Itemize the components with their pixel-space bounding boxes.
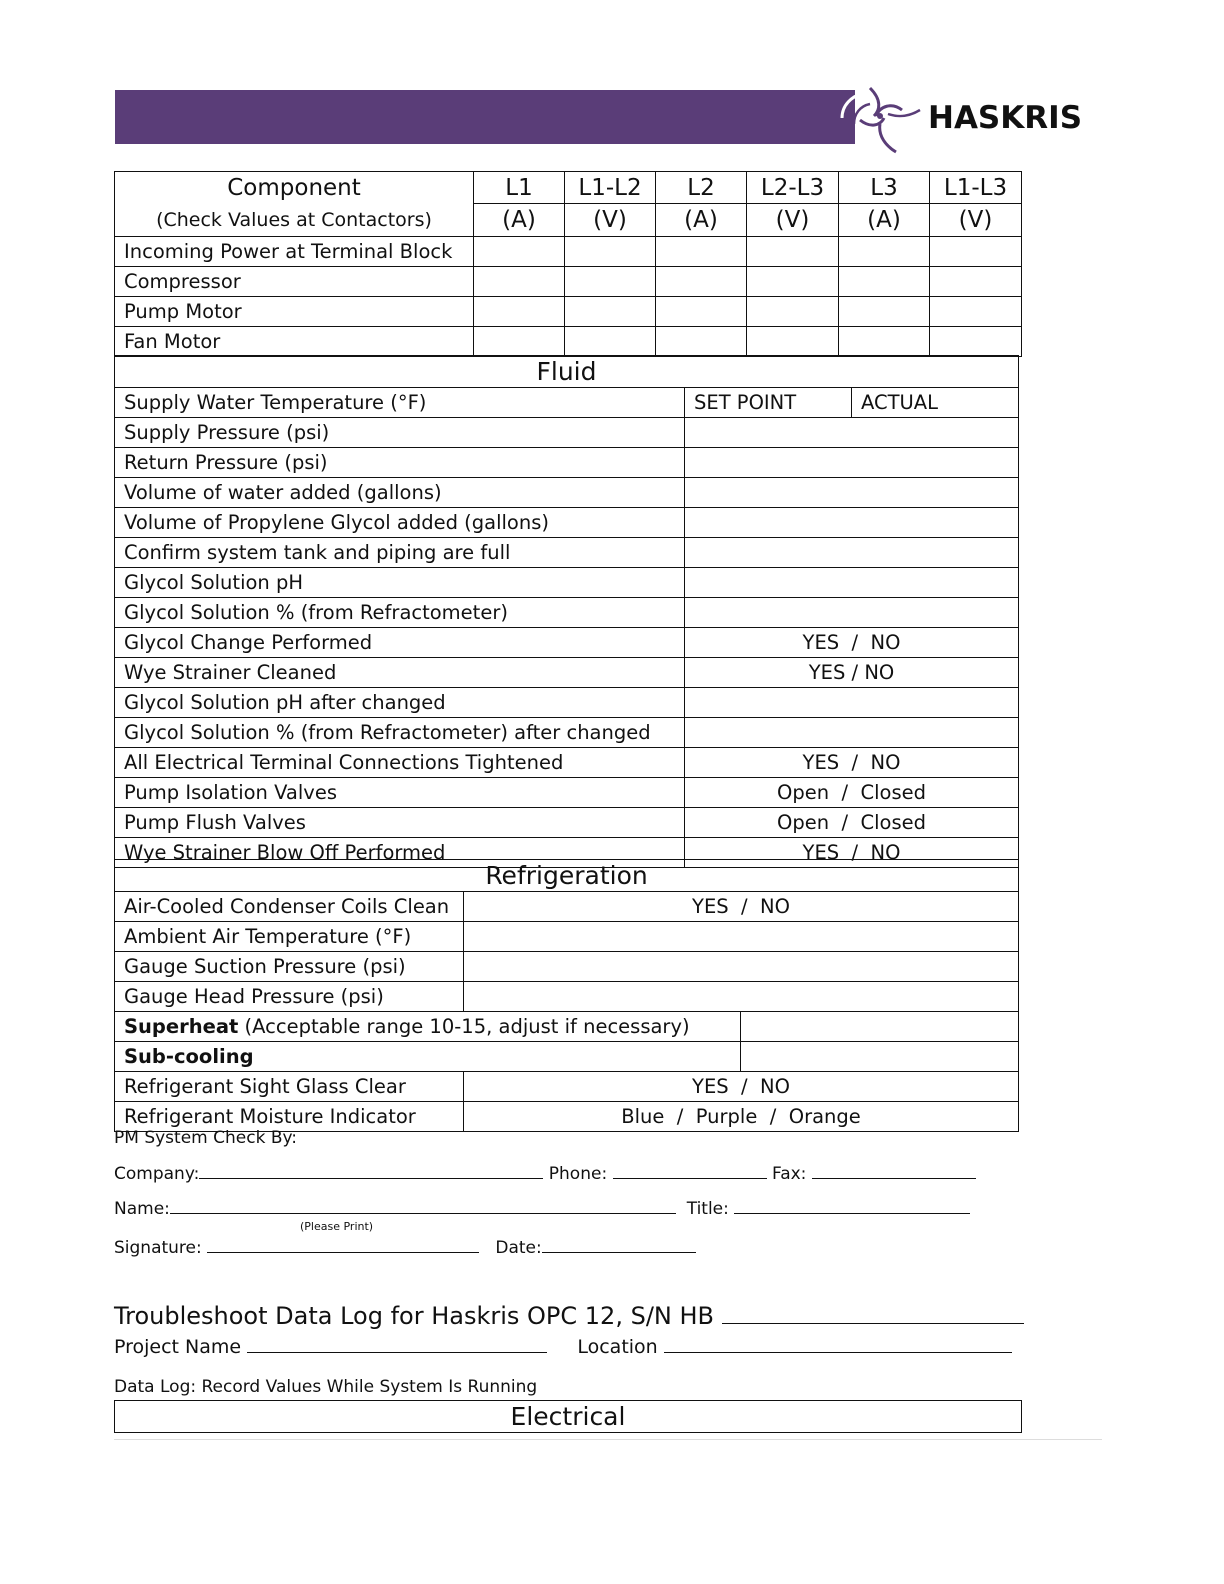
row-label: Glycol Solution % (from Refractometer) <box>115 598 685 628</box>
table-row <box>115 568 1019 598</box>
value-cell[interactable] <box>474 266 565 296</box>
value-cell[interactable] <box>656 266 747 296</box>
signature-row <box>114 1237 696 1258</box>
title-label: Title: <box>686 1199 729 1219</box>
row-label: Glycol Solution pH <box>115 568 685 598</box>
please-print-note: (Please Print) <box>300 1220 374 1233</box>
name-row <box>114 1198 970 1219</box>
table-row <box>115 1072 1019 1102</box>
value-cell[interactable] <box>565 266 656 296</box>
value-cell[interactable] <box>839 296 930 326</box>
value-cell[interactable] <box>685 418 1019 448</box>
table-row <box>115 628 1019 658</box>
actual-label: ACTUAL <box>852 388 1019 418</box>
table-row <box>115 658 1019 688</box>
row-label: All Electrical Terminal Connections Tightened <box>115 748 685 778</box>
value-cell[interactable] <box>930 326 1022 356</box>
col-l1: L1 <box>474 172 565 204</box>
row-label: Air-Cooled Condenser Coils Clean <box>115 892 464 922</box>
project-name-label: Project Name <box>114 1336 242 1358</box>
fax-label: Fax: <box>771 1164 807 1184</box>
value-cell[interactable] <box>464 952 1019 982</box>
value-cell[interactable] <box>747 236 839 266</box>
yes-no-choice[interactable]: YES / NO <box>464 892 1019 922</box>
value-cell[interactable] <box>656 326 747 356</box>
component-subheader: (Check Values at Contactors) <box>115 204 474 237</box>
col-l1-l2-unit: (V) <box>565 204 656 237</box>
value-cell[interactable] <box>839 266 930 296</box>
table-row <box>115 748 1019 778</box>
fluid-table <box>114 355 1019 868</box>
table-row <box>115 982 1019 1012</box>
col-l3: L3 <box>839 172 930 204</box>
row-label: Compressor <box>115 266 474 296</box>
table-row <box>115 1012 1019 1042</box>
value-cell[interactable] <box>685 568 1019 598</box>
date-field[interactable] <box>542 1237 696 1253</box>
divider <box>114 1439 1102 1440</box>
component-header: Component <box>115 172 474 204</box>
project-row <box>114 1336 1012 1358</box>
date-label: Date: <box>495 1238 542 1258</box>
row-label: Glycol Solution pH after changed <box>115 688 685 718</box>
row-label: Ambient Air Temperature (°F) <box>115 922 464 952</box>
title-field[interactable] <box>734 1198 970 1214</box>
brand-name: HASKRIS <box>928 100 1083 136</box>
col-l1-unit: (A) <box>474 204 565 237</box>
row-label: Pump Motor <box>115 296 474 326</box>
value-cell[interactable] <box>747 266 839 296</box>
company-field[interactable] <box>199 1163 543 1179</box>
table-row <box>115 448 1019 478</box>
pm-check-title: PM System Check By: <box>114 1128 298 1148</box>
row-label: Incoming Power at Terminal Block <box>115 236 474 266</box>
haskris-logo <box>840 80 1110 156</box>
value-cell[interactable] <box>565 236 656 266</box>
value-cell[interactable] <box>464 922 1019 952</box>
project-name-field[interactable] <box>247 1337 547 1353</box>
value-cell[interactable] <box>474 296 565 326</box>
superheat-bold: Superheat <box>124 1015 239 1038</box>
col-l1-l2: L1-L2 <box>565 172 656 204</box>
row-label: Return Pressure (psi) <box>115 448 685 478</box>
data-log-label: Data Log: Record Values While System Is Running <box>114 1377 538 1397</box>
yes-no-choice[interactable]: YES / NO <box>685 658 1019 688</box>
table-row <box>115 808 1019 838</box>
value-cell[interactable] <box>747 326 839 356</box>
signature-field[interactable] <box>207 1237 479 1253</box>
refrigeration-section-title: Refrigeration <box>115 860 1019 892</box>
table-row <box>115 1102 1019 1132</box>
value-cell[interactable] <box>685 718 1019 748</box>
signature-label: Signature: <box>114 1238 202 1258</box>
yes-no-choice[interactable]: YES / NO <box>685 628 1019 658</box>
col-l3-unit: (A) <box>839 204 930 237</box>
table-row <box>115 478 1019 508</box>
row-label: Supply Pressure (psi) <box>115 418 685 448</box>
table-row <box>115 892 1019 922</box>
color-choice[interactable]: Blue / Purple / Orange <box>464 1102 1019 1132</box>
value-cell[interactable] <box>685 538 1019 568</box>
open-closed-choice[interactable]: Open / Closed <box>685 778 1019 808</box>
yes-no-choice[interactable]: YES / NO <box>464 1072 1019 1102</box>
table-row <box>115 266 1022 296</box>
col-l2-l3-unit: (V) <box>747 204 839 237</box>
phone-field[interactable] <box>613 1163 767 1179</box>
table-row <box>115 922 1019 952</box>
row-label: Volume of Propylene Glycol added (gallons) <box>115 508 685 538</box>
name-label: Name: <box>114 1199 170 1219</box>
row-label: Volume of water added (gallons) <box>115 478 685 508</box>
fax-field[interactable] <box>812 1163 976 1179</box>
row-label: Wye Strainer Blow Off Performed <box>115 838 685 868</box>
header-banner <box>115 90 855 144</box>
company-row <box>114 1163 976 1184</box>
value-cell[interactable] <box>656 296 747 326</box>
value-cell[interactable] <box>685 598 1019 628</box>
troubleshoot-title <box>114 1302 1024 1330</box>
open-closed-choice[interactable]: Open / Closed <box>685 808 1019 838</box>
value-cell[interactable] <box>685 688 1019 718</box>
value-cell[interactable] <box>656 236 747 266</box>
row-label: Glycol Change Performed <box>115 628 685 658</box>
row-label: Pump Isolation Valves <box>115 778 685 808</box>
set-point-label: SET POINT <box>685 388 852 418</box>
row-label: Gauge Head Pressure (psi) <box>115 982 464 1012</box>
row-label: Gauge Suction Pressure (psi) <box>115 952 464 982</box>
table-row <box>115 778 1019 808</box>
value-cell[interactable] <box>930 236 1022 266</box>
troubleshoot-title-text: Troubleshoot Data Log for Haskris OPC 12, S/N HB <box>114 1302 714 1330</box>
value-cell[interactable] <box>464 982 1019 1012</box>
table-row <box>115 598 1019 628</box>
row-label: Wye Strainer Cleaned <box>115 658 685 688</box>
table-row <box>115 718 1019 748</box>
value-cell[interactable] <box>685 448 1019 478</box>
table-row <box>115 688 1019 718</box>
value-cell[interactable] <box>474 236 565 266</box>
row-label: Supply Water Temperature (°F) <box>115 388 685 418</box>
col-l1-l3-unit: (V) <box>930 204 1022 237</box>
value-cell[interactable] <box>930 296 1022 326</box>
value-cell[interactable] <box>474 326 565 356</box>
name-field[interactable] <box>170 1198 676 1214</box>
table-row <box>115 538 1019 568</box>
row-label: Fan Motor <box>115 326 474 356</box>
value-cell[interactable] <box>565 326 656 356</box>
fluid-section-title: Fluid <box>115 356 1019 388</box>
value-cell[interactable] <box>685 478 1019 508</box>
location-field[interactable] <box>664 1337 1012 1353</box>
table-row <box>115 236 1022 266</box>
subcooling-label: Sub-cooling <box>115 1042 741 1072</box>
table-row <box>115 326 1022 356</box>
col-l2-l3: L2-L3 <box>747 172 839 204</box>
value-cell[interactable] <box>685 508 1019 538</box>
col-l2: L2 <box>656 172 747 204</box>
phone-label: Phone: <box>548 1164 608 1184</box>
electrical-section-title: Electrical <box>114 1400 1022 1433</box>
refrigeration-table <box>114 859 1019 1132</box>
row-label: Confirm system tank and piping are full <box>115 538 685 568</box>
serial-number-field[interactable] <box>722 1305 1024 1324</box>
value-cell[interactable] <box>839 326 930 356</box>
value-cell[interactable] <box>930 266 1022 296</box>
table-row <box>115 508 1019 538</box>
company-label: Company: <box>114 1164 200 1184</box>
row-label: Glycol Solution % (from Refractometer) after changed <box>115 718 685 748</box>
location-label: Location <box>577 1336 658 1358</box>
col-l2-unit: (A) <box>656 204 747 237</box>
table-row <box>115 952 1019 982</box>
value-cell[interactable] <box>741 1012 1019 1042</box>
yes-no-choice[interactable]: YES / NO <box>685 748 1019 778</box>
superheat-note: (Acceptable range 10-15, adjust if necessary) <box>238 1015 690 1038</box>
superheat-label <box>115 1012 741 1042</box>
col-l1-l3: L1-L3 <box>930 172 1022 204</box>
value-cell[interactable] <box>747 296 839 326</box>
row-label: Refrigerant Moisture Indicator <box>115 1102 464 1132</box>
swirl-logo-icon <box>840 80 940 156</box>
table-row <box>115 418 1019 448</box>
electrical-table <box>114 171 1022 357</box>
row-label: Pump Flush Valves <box>115 808 685 838</box>
table-row <box>115 1042 1019 1072</box>
table-row <box>115 296 1022 326</box>
value-cell[interactable] <box>839 236 930 266</box>
yes-no-choice[interactable]: YES / NO <box>685 838 1019 868</box>
value-cell[interactable] <box>741 1042 1019 1072</box>
row-label: Refrigerant Sight Glass Clear <box>115 1072 464 1102</box>
value-cell[interactable] <box>565 296 656 326</box>
